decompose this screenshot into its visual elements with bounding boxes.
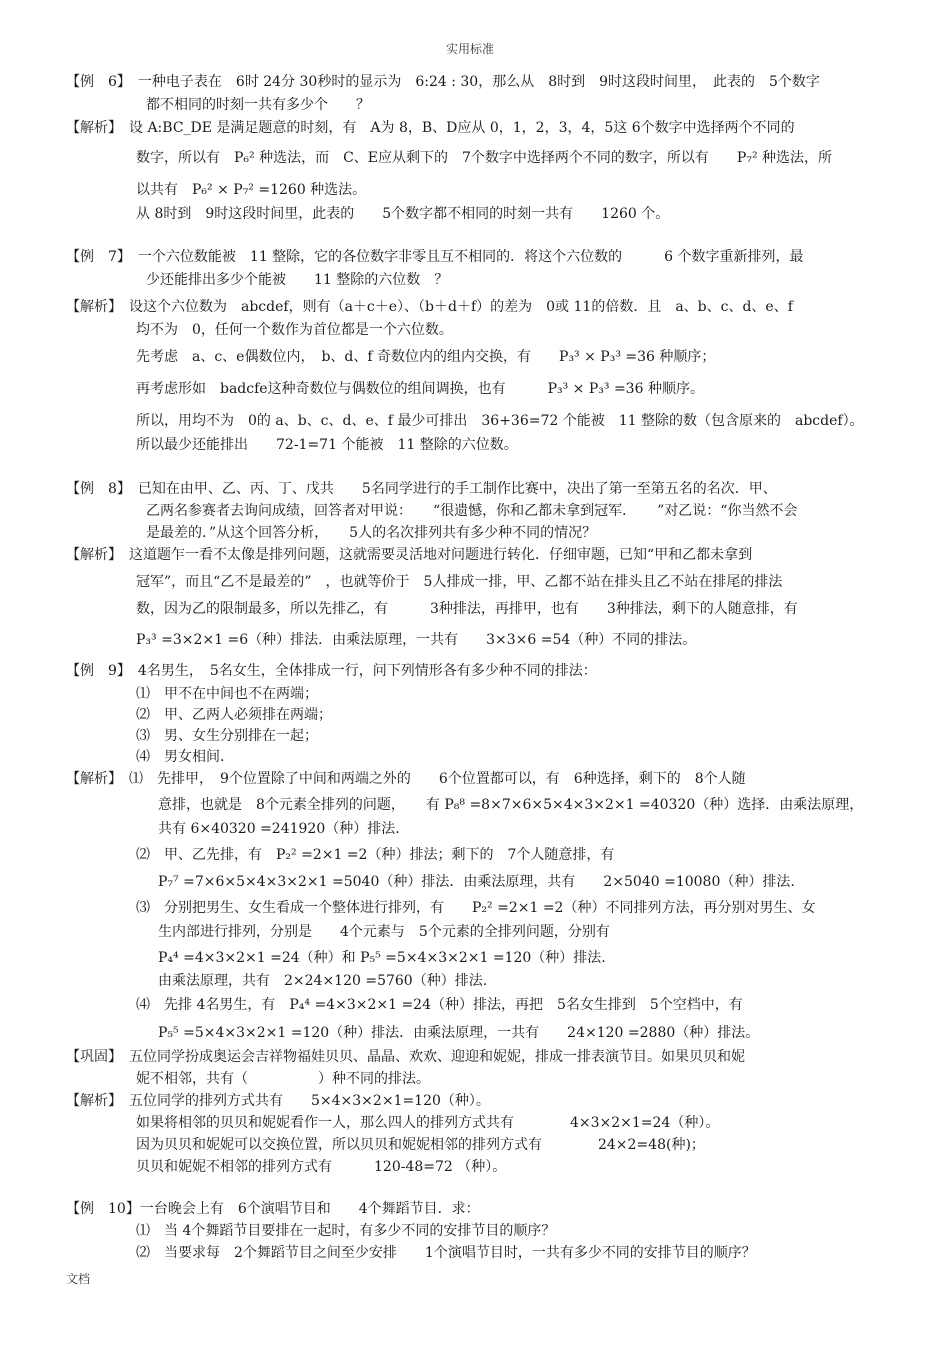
text-line: 少还能排出多少个能被 11 整除的六位数 ？ — [146, 272, 449, 288]
text-line: ⑵ 甲、乙先排，有 P₂² =2×1 =2（种）排法；剩下的 7个人随意排，有 — [136, 847, 615, 863]
text-line: 先考虑 a、c、e偶数位内， b、d、f 奇数位内的组内交换，有 P₃³ × P₃³ =36 种顺序； — [136, 349, 716, 365]
text-line: P₃³ =3×2×1 =6（种）排法．由乘法原理，一共有 3×3×6 =54（种）不同的排法。 — [136, 632, 697, 648]
text-line: 妮不相邻，共有（ ）种不同的排法。 — [136, 1071, 430, 1087]
text-line: 因为贝贝和妮妮可以交换位置，所以贝贝和妮妮相邻的排列方式有 24×2=48(种)； — [136, 1137, 705, 1153]
page-footer: 文档 — [66, 1272, 91, 1286]
text-line: 从 8时到 9时这段时间里，此表的 5个数字都不相同的时刻一共有 1260 个。 — [136, 206, 670, 222]
text-line: 【解析】 设这个六位数为 abcdef，则有（a＋c＋e）、（b＋d＋f）的差为 0或 11的倍数．且 a、b、c、d、e、f — [66, 299, 793, 315]
text-line: 生内部进行排列，分别是 4个元素与 5个元素的全排列问题，分别有 — [158, 924, 610, 940]
text-line: 均不为 0，任何一个数作为首位都是一个六位数。 — [136, 322, 453, 338]
text-line: 【解析】 ⑴ 先排甲， 9个位置除了中间和两端之外的 6个位置都可以，有 6种选择，剩下的 8个人随 — [66, 771, 746, 787]
text-line: 冠军”，而且“乙不是最差的” ，也就等价于 5人排成一排，甲、乙都不站在排头且乙不站在排尾的排法 — [136, 574, 783, 590]
text-line: 如果将相邻的贝贝和妮妮看作一人，那么四人的排列方式共有 4×3×2×1=24（种）。 — [136, 1115, 720, 1131]
text-line: ⑴ 甲不在中间也不在两端； — [136, 686, 318, 702]
text-line: 数，因为乙的限制最多，所以先排乙，有 3种排法，再排甲，也有 3种排法，剩下的人随意排，有 — [136, 601, 798, 617]
text-line: 【例 6】 一种电子表在 6时 24分 30秒时的显示为 6:24 : 30，那么从 8时到 9时这段时间里， 此表的 5个数字 — [66, 74, 820, 90]
text-line: P₇⁷ =7×6×5×4×3×2×1 =5040（种）排法．由乘法原理，共有 2×5040 =10080（种）排法. — [158, 874, 795, 890]
text-line: 【巩固】 五位同学扮成奥运会吉祥物福娃贝贝、晶晶、欢欢、迎迎和妮妮，排成一排表演节目。如果贝贝和妮 — [66, 1049, 745, 1065]
text-line: 【例 8】 已知在由甲、乙、丙、丁、戊共 5名同学进行的手工制作比赛中，决出了第一至第五名的名次．甲、 — [66, 481, 777, 497]
text-line: ⑷ 男女相间． — [136, 749, 234, 765]
text-line: ⑵ 当要求每 2个舞蹈节目之间至少安排 1个演唱节目时，一共有多少不同的安排节目的顺序？ — [136, 1245, 756, 1261]
text-line: ⑷ 先排 4名男生，有 P₄⁴ =4×3×2×1 =24（种）排法，再把 5名女生排到 5个空档中，有 — [136, 997, 743, 1013]
text-line: 【例 9】 4名男生， 5名女生，全体排成一行，问下列情形各有多少种不同的排法： — [66, 663, 597, 679]
text-line: ⑶ 男、女生分别排在一起； — [136, 728, 318, 744]
text-line: 共有 6×40320 =241920（种）排法． — [158, 821, 410, 837]
text-line: 以共有 P₆² × P₇² =1260 种选法。 — [136, 182, 367, 198]
text-line: 贝贝和妮妮不相邻的排列方式有 120-48=72 （种）。 — [136, 1159, 507, 1175]
text-line: ⑵ 甲、乙两人必须排在两端； — [136, 707, 332, 723]
text-line: P₄⁴ =4×3×2×1 =24（种）和 P₅⁵ =5×4×3×2×1 =120（种）排法. — [158, 950, 606, 966]
text-line: 意排，也就是 8个元素全排列的问题， 有 P₈⁸ =8×7×6×5×4×3×2×1 =40320（种）选择．由乘法原理， — [158, 797, 864, 813]
text-line: 所以最少还能排出 72-1=71 个能被 11 整除的六位数。 — [136, 437, 518, 453]
text-line: 是最差的．”从这个回答分析， 5人的名次排列共有多少种不同的情况？ — [146, 525, 597, 541]
text-line: 【例 10】一台晚会上有 6个演唱节目和 4个舞蹈节目．求： — [66, 1201, 480, 1217]
text-line: ⑶ 分别把男生、女生看成一个整体进行排列，有 P₂² =2×1 =2（种）不同排列方法，再分别对男生、女 — [136, 900, 816, 916]
text-line: 所以，用均不为 0的 a、b、c、d、e、f 最少可排出 36+36=72 个能被 11 整除的数（包含原来的 abcdef）。 — [136, 413, 864, 429]
text-line: 【解析】 设 A:BC_DE 是满足题意的时刻，有 A为 8，B、D应从 0，1，2，3，4，5这 6个数字中选择两个不同的 — [66, 120, 795, 136]
text-line: ⑴ 当 4个舞蹈节目要排在一起时，有多少不同的安排节目的顺序？ — [136, 1223, 556, 1239]
text-line: 乙两名参赛者去询问成绩，回答者对甲说： “很遗憾，你和乙都未拿到冠军． ”对乙说：“你当然不会 — [146, 503, 798, 519]
page-header: 实用标准 — [446, 42, 495, 56]
text-line: P₅⁵ =5×4×3×2×1 =120（种）排法．由乘法原理，一共有 24×120 =2880（种）排法。 — [158, 1025, 760, 1041]
text-line: 再考虑形如 badcfe这种奇数位与偶数位的组间调换，也有 P₃³ × P₃³ =36 种顺序。 — [136, 381, 704, 397]
text-line: 都不相同的时刻一共有多少个 ？ — [146, 97, 370, 113]
text-line: 【例 7】 一个六位数能被 11 整除，它的各位数字非零且互不相同的．将这个六位数的 6 个数字重新排列，最 — [66, 249, 804, 265]
text-line: 【解析】 这道题乍一看不太像是排列问题，这就需要灵活地对问题进行转化．仔细审题，已知“甲和乙都未拿到 — [66, 547, 753, 563]
text-line: 由乘法原理，共有 2×24×120 =5760（种）排法. — [158, 973, 488, 989]
text-line: 【解析】 五位同学的排列方式共有 5×4×3×2×1=120（种）。 — [66, 1093, 490, 1109]
text-line: 数字，所以有 P₆² 种选法，而 C、E应从剩下的 7个数字中选择两个不同的数字，所以有 P₇² 种选法，所 — [136, 150, 833, 166]
